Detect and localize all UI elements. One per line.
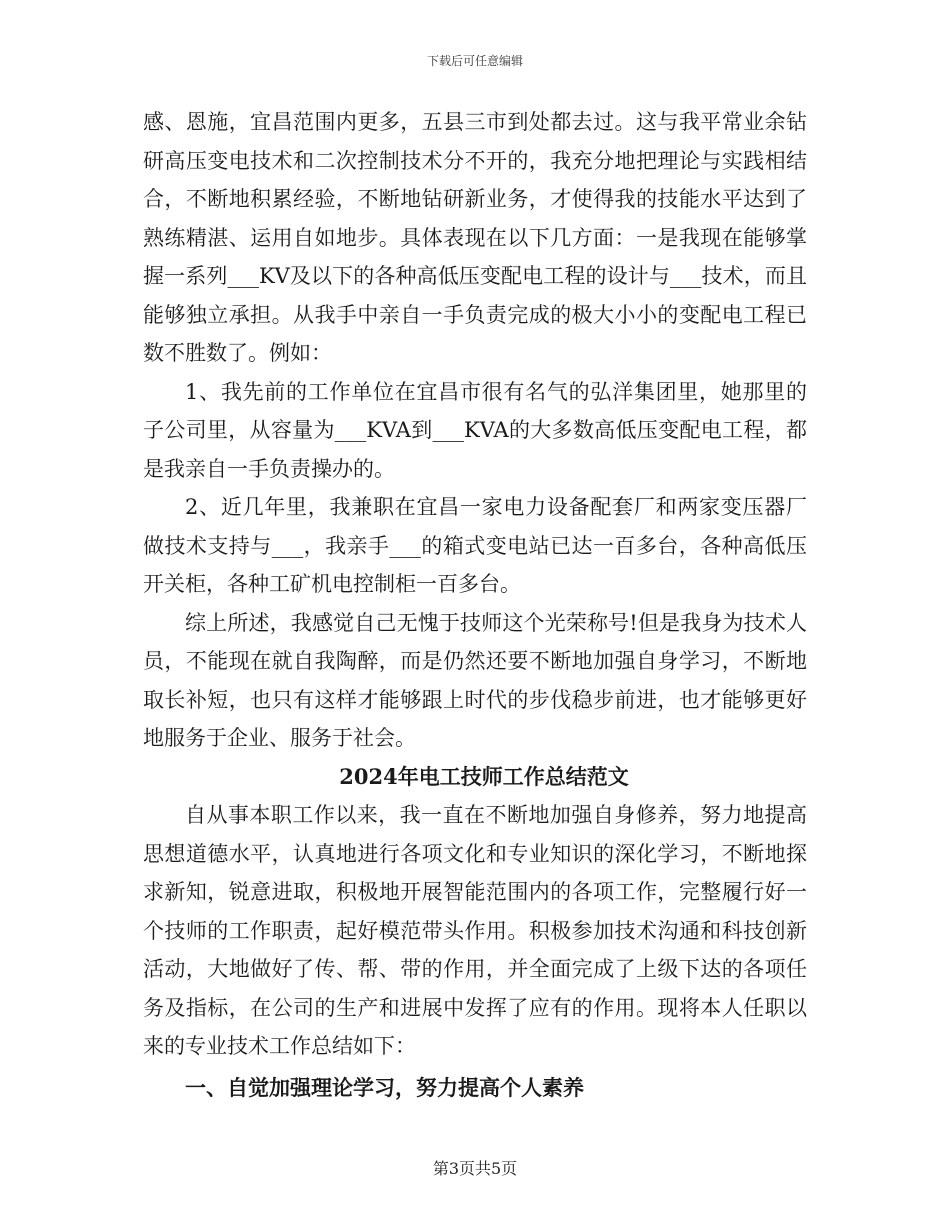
paragraph-5: 自从事本职工作以来，我一直在不断地加强自身修养，努力地提高思想道德水平，认真地进行各项文化和专业知识的深化学习，不断地探求新知，锐意进取，积极地开展智能范围内的各项工作，完整履行好一个技师的工作职责，起好模范带头作用。积极参加技术沟通和科技创新活动，大地做好了传、帮、带的作用，并全面完成了上级下达的各项任务及指标，在公司的生产和进展中发挥了应有的作用。现将本人任职以来的专业技术工作总结如下： [143, 803, 807, 1058]
document-body [143, 103, 807, 1110]
paragraph-4: 综上所述，我感觉自己无愧于技师这个光荣称号!但是我身为技术人员，不能现在就自我陶醉，而是仍然还要不断地加强自身学习，不断地取长补短，也只有这样才能够跟上时代的步伐稳步前进，也才能够更好地服务于企业、服务于社会。 [143, 610, 807, 750]
paragraph-2: 1、我先前的工作单位在宜昌市很有名气的弘洋集团里，她那里的子公司里，从容量为___KVA到___KVA的大多数高低压变配电工程，都是我亲自一手负责操办的。 [143, 379, 807, 481]
paragraph-1: 感、恩施，宜昌范围内更多，五县三市到处都去过。这与我平常业余钻研高压变电技术和二次控制技术分不开的，我充分地把理论与实践相结合，不断地积累经验，不断地钻研新业务，才使得我的技能水平达到了熟练精湛、运用自如地步。具体表现在以下几方面：一是我现在能够掌握一系列___KV及以下的各种高低压变配电工程的设计与___技术，而且能够独立承担。从我手中亲自一手负责完成的极大小小的变配电工程已数不胜数了。例如： [143, 110, 807, 365]
page-number: 第3页共5页 [432, 1159, 518, 1178]
header-note: 下载后可任意编辑 [426, 54, 523, 68]
paragraph-3: 2、近几年里，我兼职在宜昌一家电力设备配套厂和两家变压器厂做技术支持与___，我亲手___的箱式变电站已达一百多台，各种高低压开关柜，各种工矿机电控制柜一百多台。 [143, 495, 807, 596]
document-title: 2024年电工技师工作总结范文 [339, 763, 629, 789]
section-heading-1: 一、自觉加强理论学习，努力提高个人素养 [185, 1074, 584, 1100]
